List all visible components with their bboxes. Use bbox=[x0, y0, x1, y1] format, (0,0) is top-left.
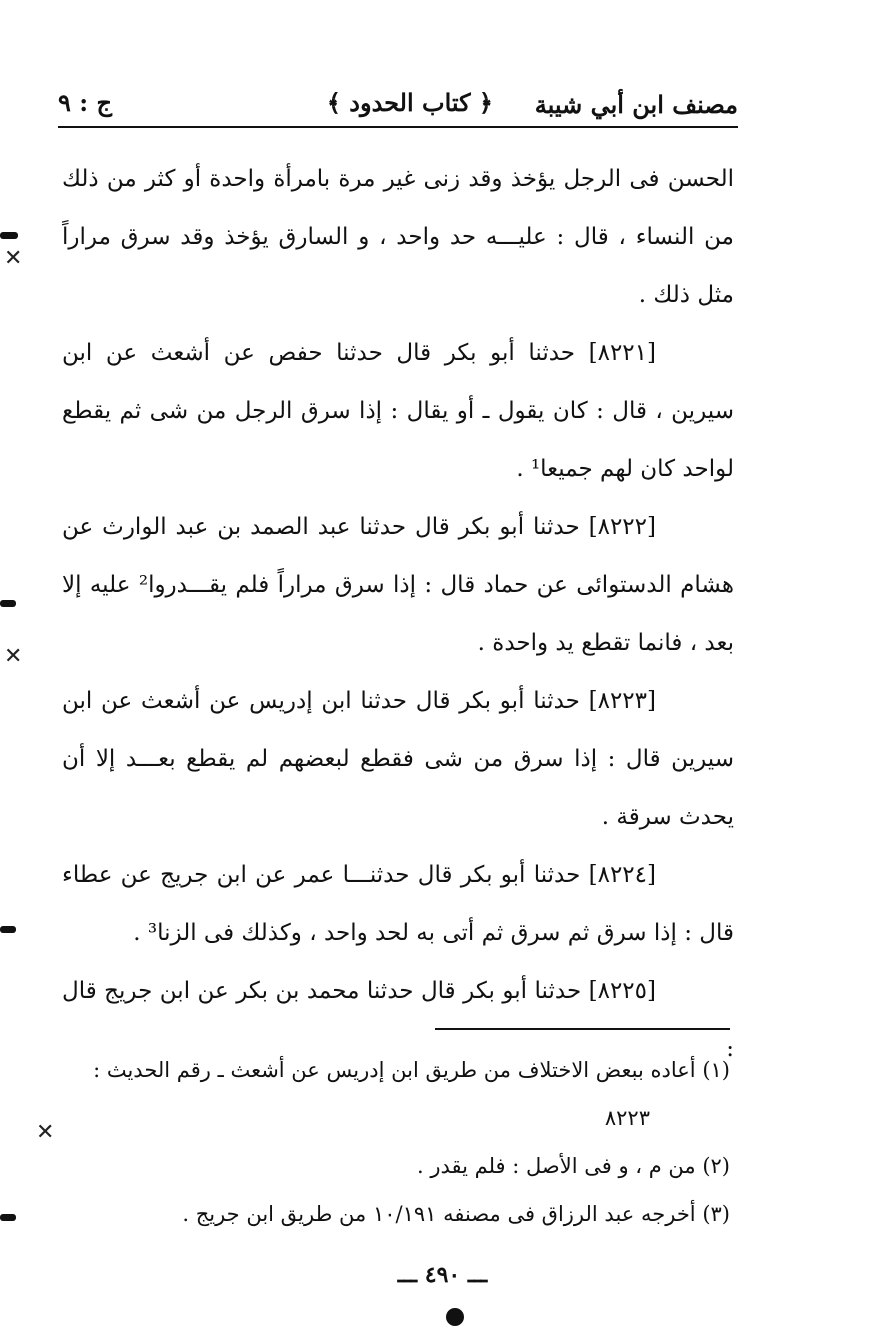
footnote-1-continuation: ٨٢٢٣ bbox=[604, 1106, 650, 1130]
header-rule bbox=[58, 126, 738, 128]
main-text bbox=[62, 150, 734, 1078]
margin-mark bbox=[0, 1214, 16, 1221]
footnote-rule bbox=[435, 1028, 730, 1030]
footnote-3: (٣) أخرجه عبد الرزاق فى مصنفه ١٠/١٩١ من طريق ابن جريج . bbox=[182, 1202, 730, 1226]
paragraph-continuation: الحسن فى الرجل يؤخذ وقد زنى غير مرة بامرأة واحدة أو كثر من ذلك من النساء ، قال : عليـــه حد واحد ، و السارق يؤخذ وقد سرق مراراً مثل ذلك . bbox=[62, 166, 734, 308]
hadith-8221: [٨٢٢١] حدثنا أبو بكر قال حدثنا حفص عن أشعث عن ابن سيرين ، قال : كان يقول ـ أو يقال : إذا سرق الرجل من شى ثم يقطع لواحد كان لهم جميعا¹ . bbox=[62, 340, 734, 482]
margin-mark bbox=[0, 600, 16, 607]
margin-star-mark: ✕ bbox=[36, 1120, 55, 1145]
margin-mark bbox=[0, 926, 16, 933]
binding-hole-dot bbox=[446, 1308, 464, 1326]
margin-star-mark: ✕ bbox=[4, 644, 23, 669]
margin-star-mark: ✕ bbox=[4, 246, 23, 271]
hadith-8224: [٨٢٢٤] حدثنا أبو بكر قال حدثنـــا عمر عن ابن جريج عن عطاء قال : إذا سرق ثم سرق ثم أتى به لحد واحد ، وكذلك فى الزنا³ . bbox=[62, 862, 734, 946]
margin-mark bbox=[0, 232, 18, 239]
hadith-8222: [٨٢٢٢] حدثنا أبو بكر قال حدثنا عبد الصمد بن عبد الوارث عن هشام الدستوائى عن حماد قال : إذا سرق مراراً فلم يقـــدروا² عليه إلا بعد ، فانما تقطع يد واحدة . bbox=[62, 514, 735, 656]
section-title: ﴿ كتاب الحدود ﴾ bbox=[326, 88, 493, 117]
book-title: مصنف ابن أبي شيبة bbox=[534, 90, 738, 119]
page-number: ـــ ٤٩٠ ـــ bbox=[397, 1262, 488, 1288]
footnotes bbox=[62, 1046, 730, 1238]
running-header bbox=[58, 82, 738, 126]
footnote-1: (١) أعاده ببعض الاختلاف من طريق ابن إدريس عن أشعث ـ رقم الحديث : bbox=[93, 1058, 730, 1082]
volume-number: ج : ٩ bbox=[58, 88, 112, 117]
hadith-8225: [٨٢٢٥] حدثنا أبو بكر قال حدثنا محمد بن بكر عن ابن جريج قال : bbox=[62, 978, 734, 1062]
footnote-2: (٢) من م ، و فى الأصل : فلم يقدر . bbox=[416, 1154, 730, 1178]
hadith-8223: [٨٢٢٣] حدثنا أبو بكر قال حدثنا ابن إدريس عن أشعث عن ابن سيرين قال : إذا سرق من شى فقطع لبعضهم لم يقطع بعـــد إلا أن يحدث سرقة . bbox=[62, 688, 734, 830]
